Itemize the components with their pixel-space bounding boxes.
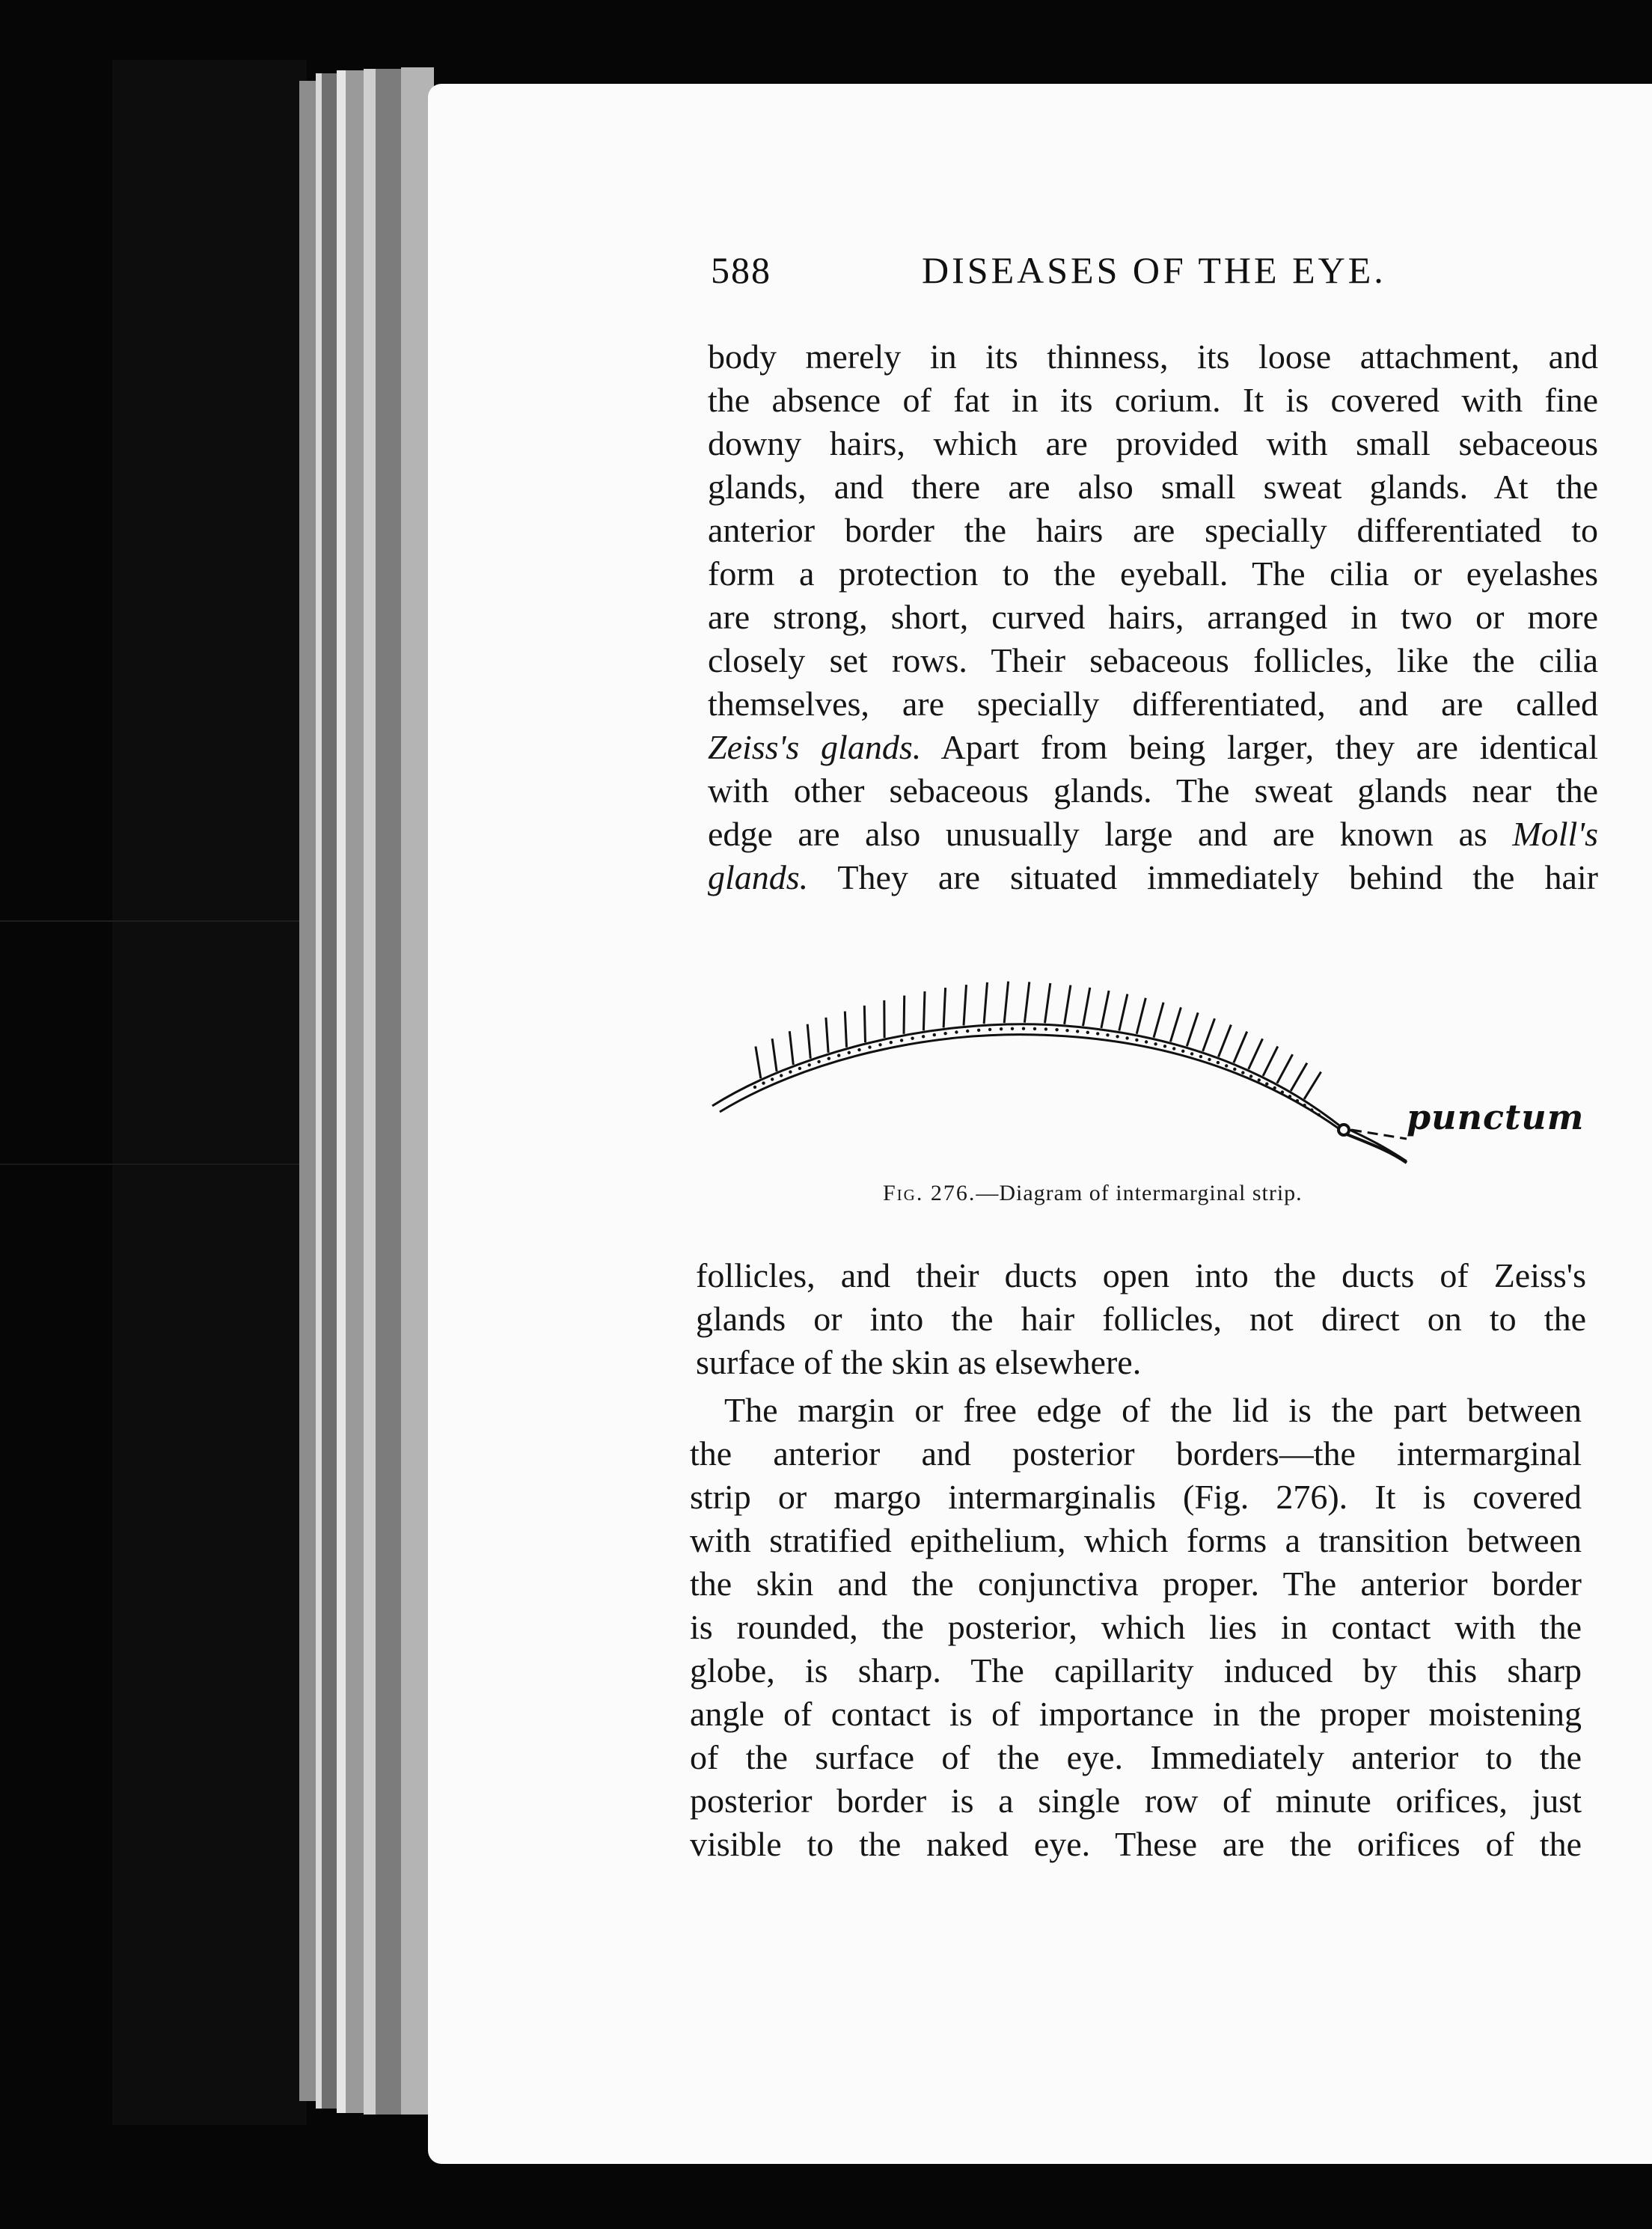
text-line — [708, 856, 1598, 899]
text-run: with other sebaceous glands. The sweat glands near the — [708, 771, 1598, 810]
orifice-dot — [808, 1063, 811, 1066]
orifice-dot — [1116, 1035, 1119, 1038]
text-line — [690, 1736, 1582, 1779]
text-line — [690, 1649, 1582, 1693]
eyelash — [1024, 982, 1029, 1022]
eyelash — [826, 1018, 828, 1053]
orifice-dot — [1011, 1027, 1014, 1030]
orifice-dot — [1065, 1029, 1068, 1032]
eyelash — [756, 1047, 761, 1079]
text-run: downy hairs, which are provided with small sebaceous — [708, 424, 1598, 462]
orifice-dot — [857, 1048, 860, 1051]
text-run: anterior border the hairs are specially differentiated to — [708, 511, 1598, 549]
orifice-dot — [1044, 1027, 1047, 1030]
orifice-dot — [955, 1030, 958, 1033]
text-line — [696, 1254, 1586, 1297]
orifice-dot — [837, 1054, 840, 1057]
text-line — [690, 1476, 1582, 1519]
orifice-dot — [1265, 1082, 1268, 1085]
orifice-dot — [762, 1081, 765, 1084]
text-run: surface of the skin as elsewhere. — [696, 1343, 1142, 1381]
eyelash — [1154, 1003, 1163, 1038]
text-line — [696, 1297, 1586, 1341]
text-line — [690, 1519, 1582, 1562]
eyelash — [1004, 982, 1008, 1024]
orifice-dot — [1217, 1061, 1220, 1064]
orifice-dot — [1281, 1090, 1284, 1093]
eyelash — [1277, 1054, 1293, 1083]
eyelash — [1170, 1007, 1181, 1042]
text-run: themselves, are specially differentiated, and are called — [708, 685, 1598, 723]
orifice-dot — [1199, 1055, 1202, 1058]
eyelash — [1219, 1025, 1232, 1057]
orifice-dot — [1086, 1031, 1089, 1034]
eyelash — [1203, 1018, 1215, 1051]
orifice-dot — [753, 1086, 756, 1089]
eyelash — [807, 1024, 810, 1059]
italic-term: glands. — [708, 858, 809, 896]
figure-number: Fig. 276. — [883, 1181, 976, 1205]
text-run: the skin and the conjunctiva proper. The anterior border — [690, 1565, 1582, 1603]
eyelash — [1249, 1039, 1263, 1069]
text-line — [708, 639, 1598, 682]
gland-orifices — [753, 1027, 1321, 1117]
orifice-dot — [933, 1033, 936, 1036]
orifice-dot — [1273, 1086, 1276, 1089]
text-run: glands, and there are also small sweat glands. At the — [708, 468, 1598, 506]
eyelash — [1263, 1046, 1278, 1076]
orifice-dot — [848, 1051, 851, 1054]
orifice-dot — [900, 1039, 903, 1042]
text-line — [696, 1341, 1586, 1384]
text-line — [708, 769, 1598, 813]
text-line — [708, 422, 1598, 465]
text-run: posterior border is a single row of minute orifices, just — [690, 1782, 1582, 1820]
text-run: edge are also unusually large and are known as — [708, 815, 1513, 853]
orifice-dot — [1022, 1027, 1025, 1030]
eyelash — [1304, 1072, 1321, 1099]
orifice-dot — [1208, 1058, 1211, 1061]
eyelash — [923, 991, 925, 1030]
italic-term: Zeiss's glands. — [708, 728, 922, 766]
text-line — [708, 379, 1598, 422]
text-run: closely set rows. Their sebaceous follicles, like the cilia — [708, 641, 1598, 679]
running-head — [711, 248, 1466, 301]
punctum-marker — [1339, 1125, 1349, 1135]
text-line — [708, 465, 1598, 509]
orifice-dot — [1033, 1027, 1036, 1030]
orifice-dot — [1125, 1036, 1128, 1039]
text-line — [690, 1779, 1582, 1823]
paragraph-continued — [696, 1254, 1586, 1384]
orifice-dot — [1318, 1113, 1321, 1116]
eyelash — [864, 1006, 865, 1042]
text-run: body merely in its thinness, its loose attachment, and — [708, 337, 1598, 376]
italic-term: Moll's — [1512, 815, 1598, 853]
text-line — [690, 1606, 1582, 1649]
orifice-dot — [1145, 1040, 1148, 1043]
eyelash — [772, 1039, 777, 1071]
text-line — [708, 682, 1598, 726]
orifice-dot — [780, 1074, 783, 1077]
orifice-dot — [817, 1060, 820, 1063]
eyelash — [1101, 991, 1109, 1028]
orifice-dot — [827, 1057, 830, 1060]
orifice-dot — [943, 1032, 946, 1035]
orifice-dot — [1135, 1039, 1138, 1042]
orifice-dot — [977, 1029, 980, 1032]
orifice-dot — [1249, 1074, 1252, 1077]
orifice-dot — [1258, 1078, 1261, 1081]
text-run: Apart from being larger, they are identical — [921, 728, 1598, 766]
eyelash — [789, 1031, 793, 1065]
text-run: follicles, and their ducts open into the ducts of Zeiss's — [696, 1256, 1586, 1294]
orifice-dot — [1241, 1071, 1244, 1074]
text-line — [708, 509, 1598, 552]
orifice-dot — [1190, 1052, 1193, 1055]
text-run: form a protection to the eyeball. The cilia or eyelashes — [708, 554, 1598, 593]
text-run: the absence of fat in its corium. It is covered with fine — [708, 381, 1598, 419]
orifice-dot — [1106, 1033, 1109, 1036]
orifice-dot — [1172, 1047, 1175, 1050]
figure-caption — [883, 1181, 1422, 1206]
text-run: is rounded, the posterior, which lies in contact with the — [690, 1608, 1582, 1646]
orifice-dot — [771, 1077, 774, 1080]
eyelash — [984, 982, 987, 1024]
running-title: DISEASES OF THE EYE. — [922, 249, 1386, 291]
text-line — [708, 726, 1598, 769]
text-line — [708, 596, 1598, 639]
eyelash — [904, 996, 905, 1034]
eyelash — [1234, 1032, 1247, 1063]
page-number: 588 — [711, 249, 771, 291]
orifice-dot — [890, 1041, 893, 1044]
lid-margin-curves — [712, 1024, 1407, 1163]
text-line — [690, 1389, 1582, 1432]
orifice-dot — [1303, 1104, 1306, 1107]
text-run: glands or into the hair follicles, not direct on to the — [696, 1300, 1586, 1338]
text-line — [708, 813, 1598, 856]
text-run: strip or margo intermarginalis (Fig. 276). It is covered — [690, 1478, 1582, 1516]
text-run: They are situated immediately behind the hair — [808, 858, 1598, 896]
eyelash — [964, 985, 967, 1025]
orifice-dot — [988, 1028, 991, 1031]
eyelash — [1187, 1012, 1198, 1046]
text-run: of the surface of the eye. Immediately anterior to the — [690, 1738, 1582, 1776]
text-run: are strong, short, curved hairs, arranged in two or more — [708, 598, 1598, 636]
paragraph-margin — [690, 1389, 1582, 1866]
orifice-dot — [922, 1035, 925, 1038]
orifice-dot — [1233, 1068, 1236, 1071]
eyelash — [1045, 983, 1050, 1023]
orifice-dot — [868, 1045, 871, 1048]
orifice-dot — [798, 1067, 801, 1070]
text-line — [708, 335, 1598, 379]
orifice-dot — [1076, 1030, 1079, 1033]
orifice-dot — [1055, 1028, 1058, 1031]
eyelash — [1119, 994, 1128, 1031]
orifice-dot — [911, 1037, 914, 1040]
eyelash — [1065, 985, 1071, 1024]
paragraph-top — [708, 335, 1598, 899]
orifice-dot — [1181, 1050, 1184, 1053]
eyelash — [1083, 988, 1090, 1026]
orifice-dot — [966, 1030, 969, 1033]
orifice-dot — [1163, 1045, 1166, 1048]
orifice-dot — [789, 1070, 792, 1073]
orifice-dot — [878, 1043, 881, 1046]
text-line — [708, 552, 1598, 596]
punctum-label: punctum — [1407, 1097, 1585, 1137]
figure-caption-text: —Diagram of intermarginal strip. — [976, 1181, 1303, 1205]
orifice-dot — [1225, 1064, 1228, 1067]
text-run: the anterior and posterior borders—the intermarginal — [690, 1434, 1582, 1473]
orifice-dot — [1000, 1027, 1003, 1030]
text-run: globe, is sharp. The capillarity induced by this sharp — [690, 1651, 1582, 1690]
eyelash — [943, 988, 946, 1027]
orifice-dot — [1096, 1032, 1099, 1035]
text-line — [690, 1432, 1582, 1476]
text-run: with stratified epithelium, which forms a transition between — [690, 1521, 1582, 1559]
orifice-dot — [1288, 1095, 1291, 1098]
text-run: visible to the naked eye. These are the orifices of the — [690, 1825, 1582, 1863]
text-line — [690, 1562, 1582, 1606]
text-run: angle of contact is of importance in the proper moistening — [690, 1695, 1582, 1733]
text-line — [690, 1823, 1582, 1866]
text-line — [690, 1693, 1582, 1736]
book-page-edges — [299, 66, 434, 2116]
text-run: The margin or free edge of the lid is the part between — [724, 1391, 1582, 1429]
orifice-dot — [1296, 1099, 1299, 1102]
orifice-dot — [1154, 1042, 1157, 1045]
eyelash — [845, 1012, 846, 1048]
eyelash — [1291, 1063, 1307, 1091]
orifice-dot — [1310, 1108, 1313, 1111]
eyelashes — [756, 982, 1321, 1099]
eyelash — [1136, 998, 1145, 1034]
